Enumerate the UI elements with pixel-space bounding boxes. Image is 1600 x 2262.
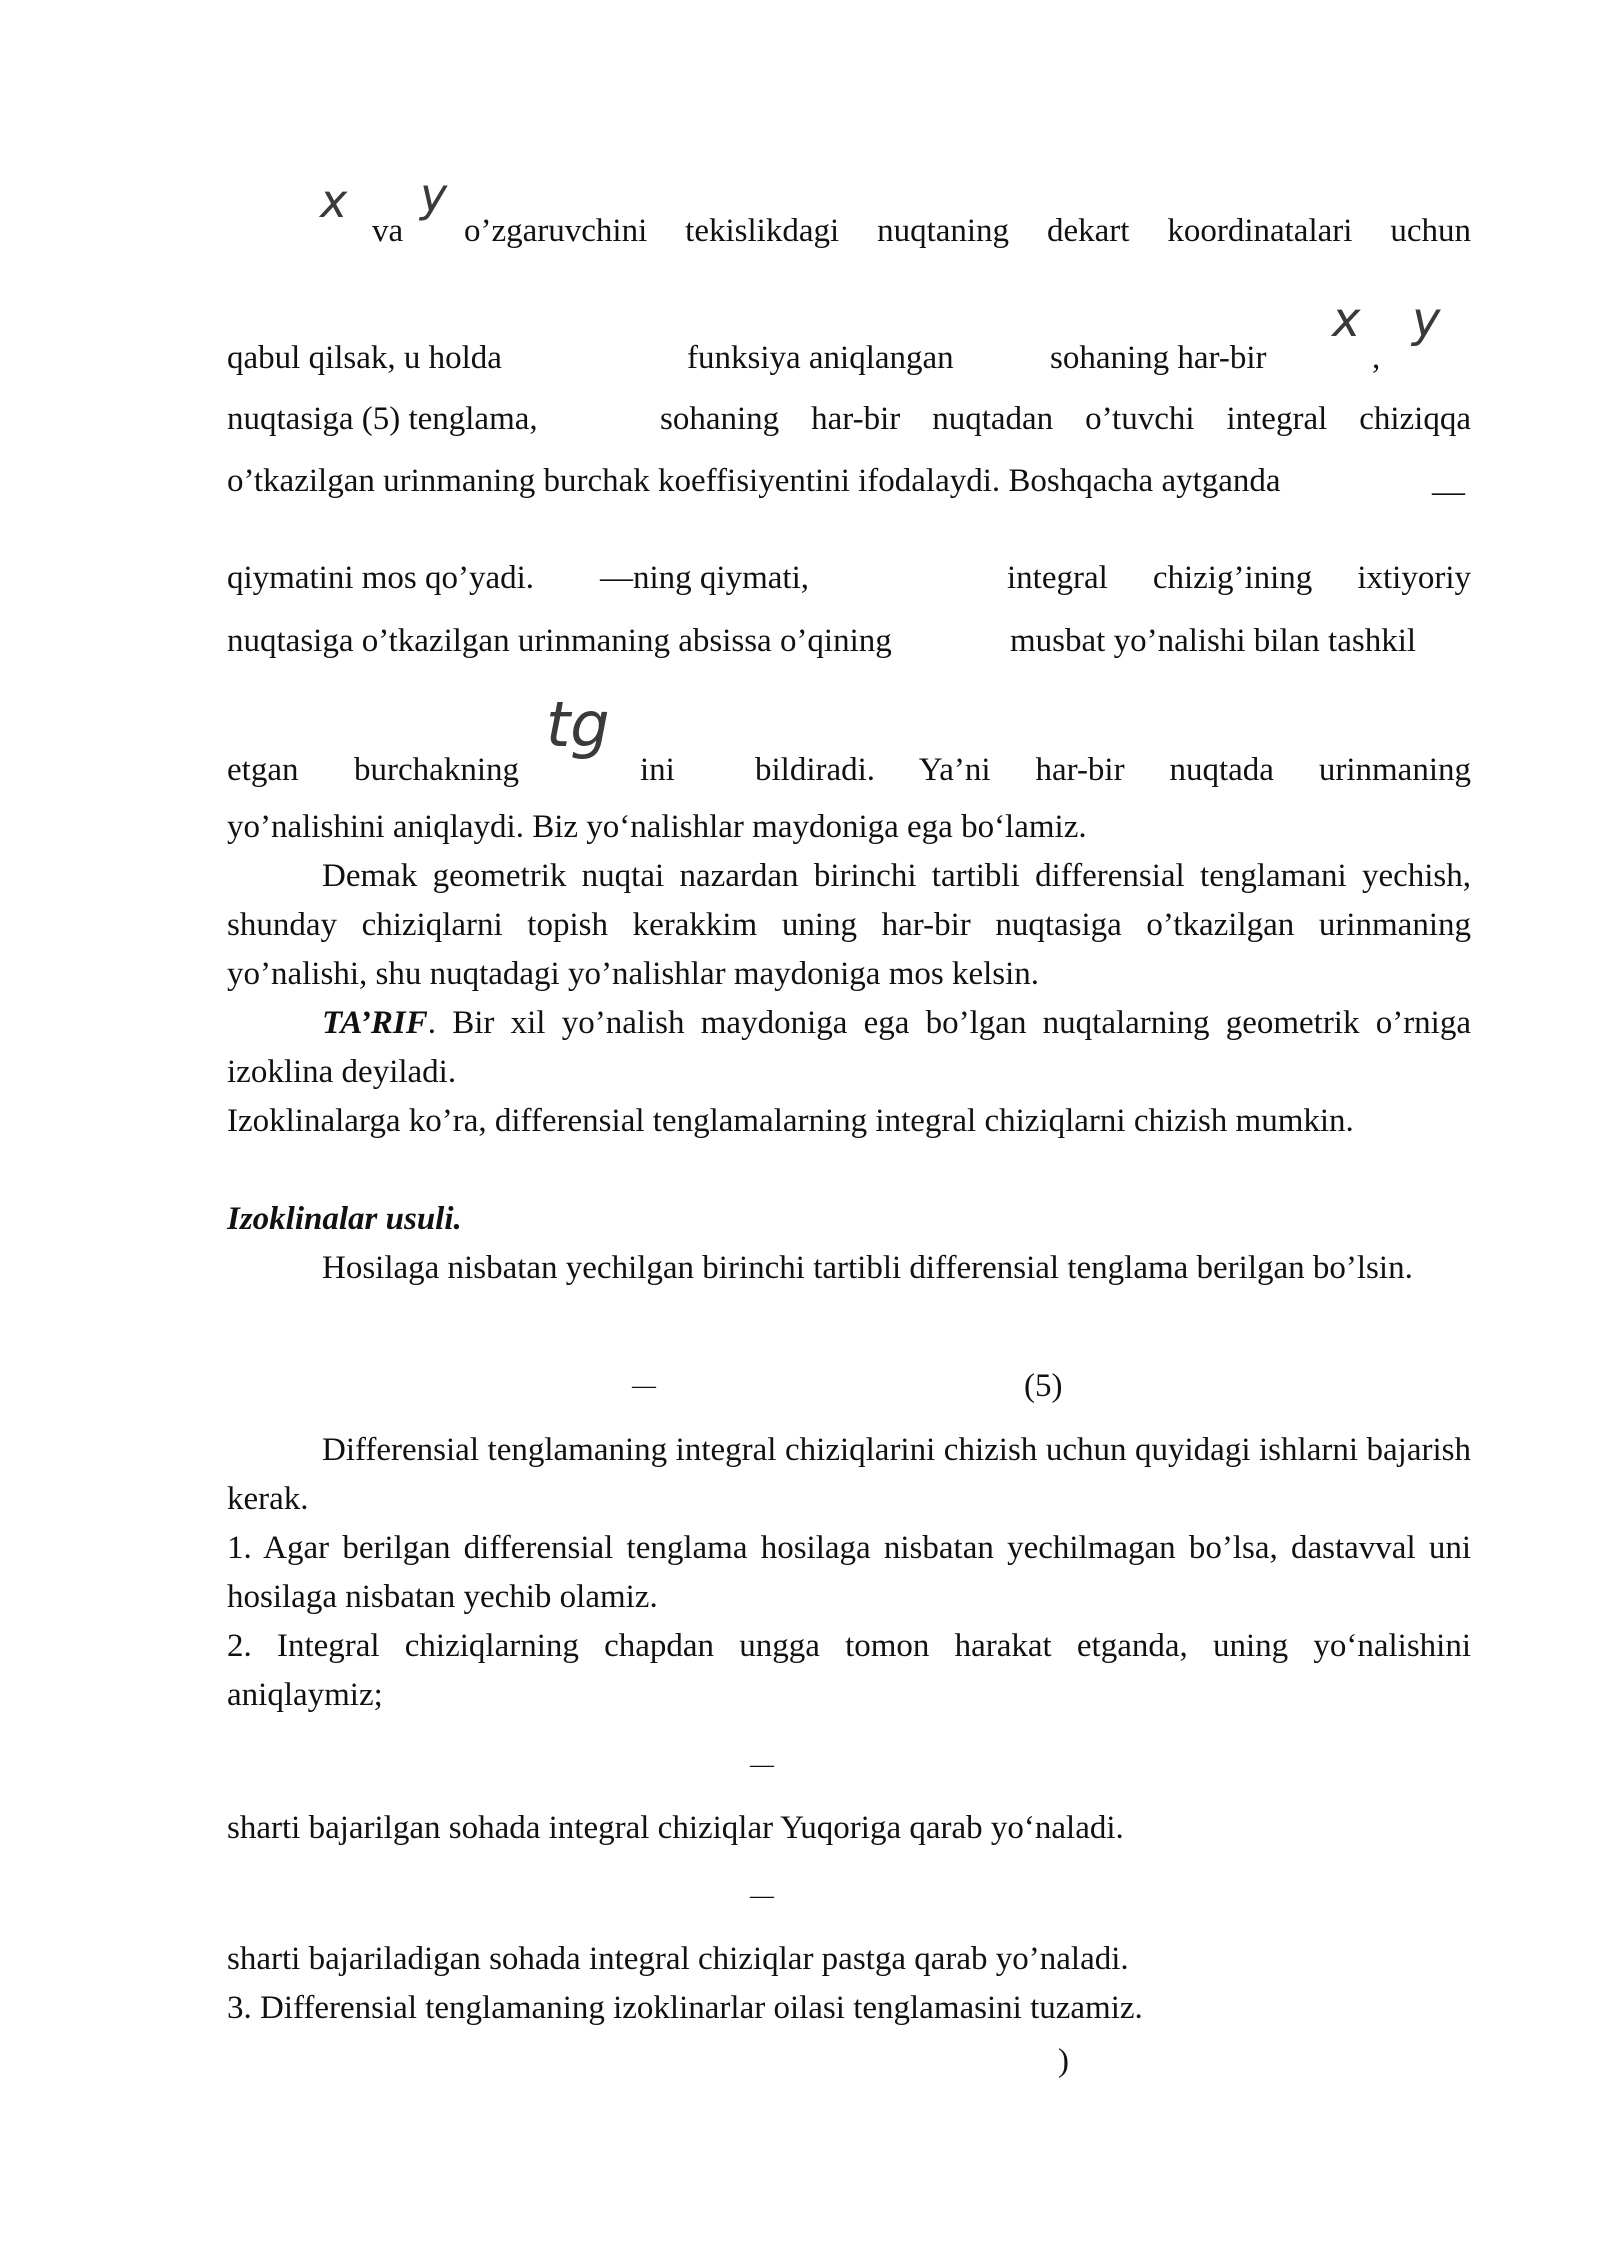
list-item-1: 1. Agar berilgan differensial tenglama hosilaga nisbatan yechilmagan bo’lsa, dastavval uni hosilaga nisbatan yechib olamiz. — [227, 1530, 1471, 1615]
y-variable-image: y — [420, 168, 448, 222]
paragraph-izoklinalarga: Izoklinalarga ko’ra, differensial tenglamalarning integral chiziqlarni chizish mumkin. — [227, 1103, 1354, 1139]
sharti-line-1: sharti bajarilgan sohada integral chiziqlar Yuqoriga qarab yo‘naladi. — [227, 1810, 1124, 1846]
list-item-3: 3. Differensial tenglamaning izoklinarlar oilasi tenglamasini tuzamiz. — [227, 1990, 1143, 2026]
list-item-2: 2. Integral chiziqlarning chapdan ungga tomon harakat etganda, uning yo‘nalishini aniqlaymiz; — [227, 1628, 1471, 1713]
x-variable-image-2: x — [1332, 292, 1361, 348]
closing-paren: ) — [1058, 2043, 1069, 2079]
line-7-part-c: bildiradi. Ya’ni har-bir nuqtada urinmaning — [755, 752, 1471, 788]
line-5-part-b: —ning qiymati, — [600, 560, 809, 596]
tg-function-image: tg — [546, 688, 610, 761]
line-2-part-c: sohaning har-bir — [1050, 340, 1267, 376]
line-6-part-b: musbat yo’nalishi bilan tashkil — [1010, 623, 1417, 659]
formula-dash-b: — — [750, 1883, 774, 1909]
definition-text: . Bir xil yo’nalish maydoniga ega bo’lgan nuqtalarning geometrik o’rniga izoklina deyiladi. — [227, 1005, 1471, 1090]
section-heading: Izoklinalar usuli. — [227, 1201, 462, 1237]
line-8-text: yo’nalishini aniqlaydi. Biz yo‘nalishlar maydoniga ega bo‘lamiz. — [227, 809, 1087, 845]
paragraph-differensial: Differensial tenglamaning integral chiziqlarini chizish uchun quyidagi ishlarni bajarish kerak. — [227, 1432, 1471, 1517]
line-3-part-b: sohaning har-bir nuqtadan o’tuvchi integral chiziqqa — [660, 401, 1471, 437]
line-7-part-b: ini — [640, 752, 675, 788]
line-1-text: o’zgaruvchini tekislikdagi nuqtaning dekart koordinatalari uchun — [464, 213, 1471, 249]
sharti-line-2: sharti bajariladigan sohada integral chiziqlar pastga qarab yo’naladi. — [227, 1941, 1129, 1977]
line-5-part-a: qiymatini mos qo’yadi. — [227, 560, 535, 596]
paragraph-demak: Demak geometrik nuqtai nazardan birinchi tartibli differensial tenglamani yechish, shunday chiziqlarni topish kerakkim uning har-bir nuqtasiga o’tkazilgan urinmaning yo’nalishi, shu nuqtadagi yo’nalishlar maydoniga mos kelsin. — [227, 858, 1471, 992]
y-variable-image-2: y — [1412, 292, 1441, 348]
equation-5-dash: — — [632, 1373, 656, 1399]
line-4-dash: __ — [1432, 463, 1465, 499]
line-2-part-b: funksiya aniqlangan — [687, 340, 954, 376]
definition-paragraph — [227, 999, 1471, 1097]
line-4-text: o’tkazilgan urinmaning burchak koeffisiyentini ifodalaydi. Boshqacha aytganda — [227, 463, 1281, 499]
line-2-part-a: qabul qilsak, u holda — [227, 340, 502, 376]
text-va: va — [372, 213, 404, 249]
formula-dash-a: — — [750, 1752, 774, 1778]
line-3-part-a: nuqtasiga (5) tenglama, — [227, 401, 538, 437]
line-2-comma: , — [1372, 340, 1381, 376]
line-6-part-a: nuqtasiga o’tkazilgan urinmaning absissa o’qining — [227, 623, 892, 659]
line-7-part-a: etgan burchakning — [227, 752, 519, 788]
definition-label: TA’RIF — [322, 1005, 428, 1041]
line-5-part-c: integral chizig’ining ixtiyoriy — [1007, 560, 1471, 596]
x-variable-image: x — [320, 174, 348, 228]
equation-5-label: (5) — [1024, 1368, 1063, 1404]
paragraph-hosilaga: Hosilaga nisbatan yechilgan birinchi tartibli differensial tenglama berilgan bo’lsin. — [322, 1250, 1413, 1286]
